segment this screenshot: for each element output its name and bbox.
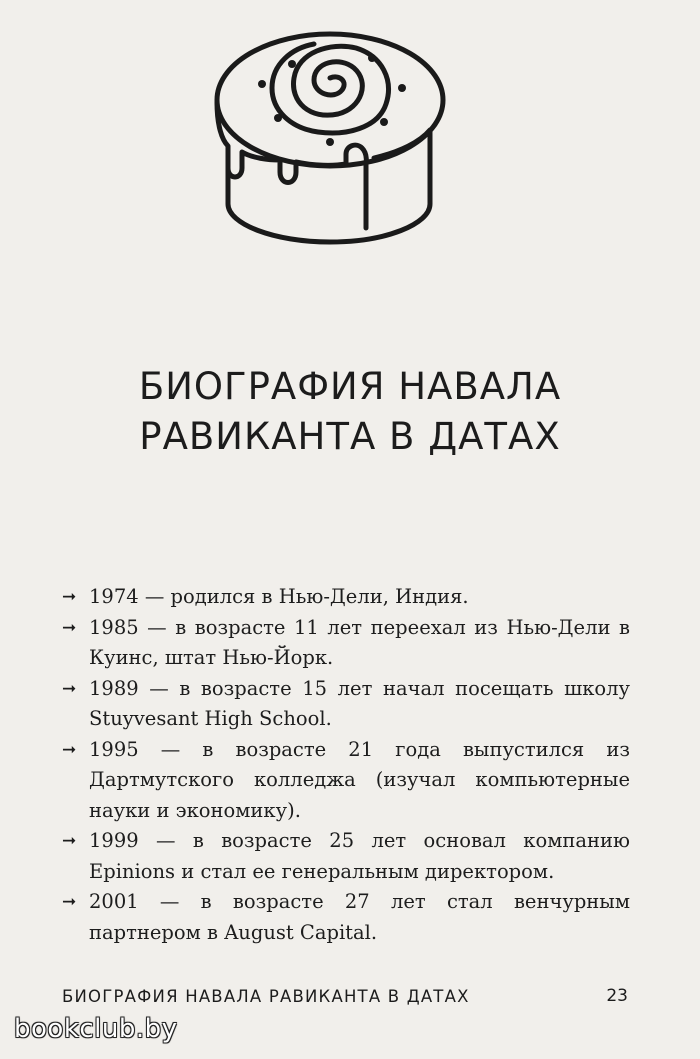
- timeline-entry-text: 1974 — родился в Нью-Дели, Индия.: [89, 585, 469, 608]
- list-item: [62, 613, 630, 674]
- list-item: [62, 674, 630, 735]
- timeline-entry-text: 1995 — в возрасте 21 года выпустился из Дартмутского колледжа (изучал компьютерные науки и экономику).: [89, 737, 630, 822]
- timeline-entry-text: 1985 — в возрасте 11 лет переехал из Нью-Дели в Куинс, штат Нью-Йорк.: [89, 615, 630, 669]
- chapter-title-line-2: РАВИКАНТА В ДАТАХ: [139, 415, 561, 458]
- timeline-entry-text: 2001 — в возрасте 27 лет стал венчурным партнером в August Capital.: [89, 890, 630, 944]
- arrow-right-icon: ➞: [62, 587, 77, 607]
- timeline-entry-text: 1999 — в возрасте 25 лет основал компанию Epinions и стал ее генеральным директором.: [89, 829, 630, 883]
- arrow-right-icon: ➞: [62, 678, 77, 699]
- timeline-entry-text: 1989 — в возрасте 15 лет начал посещать школу Stuyvesant High School.: [89, 676, 630, 730]
- chapter-title: [0, 362, 700, 462]
- page-number: 23: [606, 986, 628, 1006]
- cinnamon-roll-icon: [214, 18, 446, 248]
- timeline-list: [62, 582, 630, 948]
- arrow-right-icon: ➞: [62, 739, 77, 760]
- chapter-title-line-1: БИОГРАФИЯ НАВАЛА: [138, 365, 562, 408]
- list-item: [62, 826, 630, 887]
- arrow-right-icon: ➞: [62, 892, 77, 912]
- list-item: [62, 887, 630, 948]
- running-footer-title: БИОГРАФИЯ НАВАЛА РАВИКАНТА В ДАТАХ: [62, 987, 470, 1006]
- arrow-right-icon: ➞: [62, 831, 77, 851]
- arrow-right-icon: ➞: [62, 617, 77, 638]
- watermark: bookclub.by: [14, 1014, 178, 1044]
- list-item: [62, 735, 630, 827]
- list-item: [62, 582, 630, 613]
